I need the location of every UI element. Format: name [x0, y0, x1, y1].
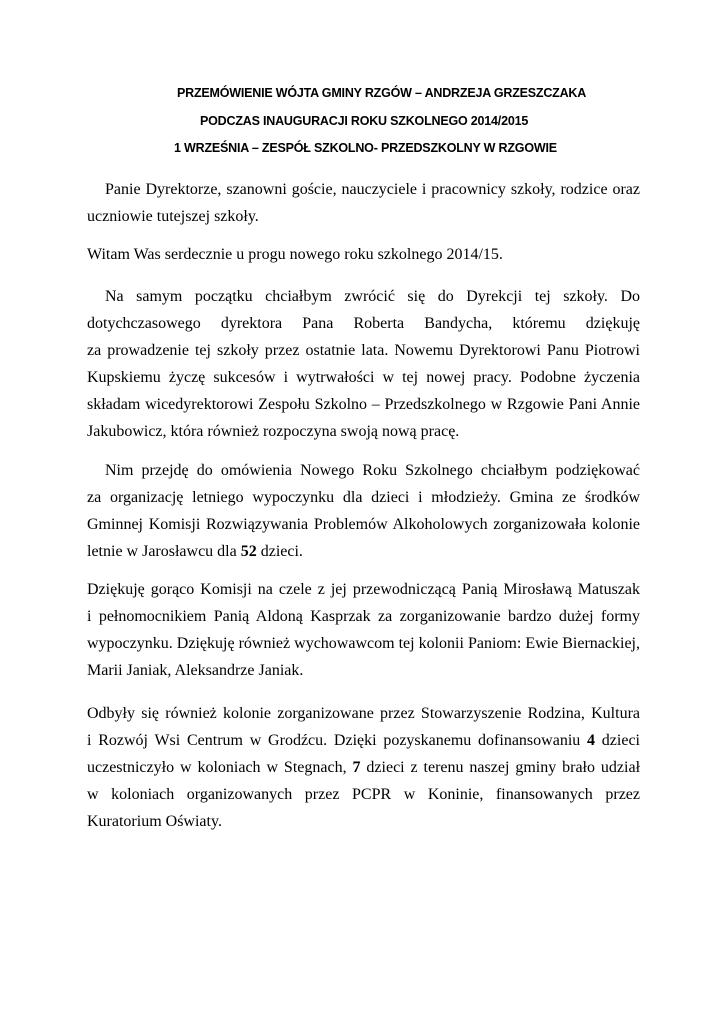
paragraph-greeting — [87, 176, 640, 230]
paragraph-line: Odbyły się również kolonie zorganizowane przez Stowarzyszenie Rodzina, Kultura — [87, 705, 640, 722]
paragraph-line: składam wicedyrektorowi Zespołu Szkolno – Przedszkolnego w Rzgowie Pani Annie — [87, 396, 640, 413]
paragraph-other-camps — [87, 700, 640, 835]
paragraph-line: dotychczasowego dyrektora Pana Roberta Bandycha, któremu dziękuję — [87, 315, 640, 332]
paragraph-line: wypoczynku. Dziękuję również wychowawcom tej kolonii Paniom: Ewie Biernackiej, — [87, 635, 640, 652]
paragraph-line: Marii Janiak, Aleksandrze Janiak. — [87, 662, 304, 679]
paragraph-line: Na samym początku chciałbym zwrócić się do Dyrekcji tej szkoły. Do — [105, 288, 640, 305]
paragraph-line — [87, 538, 640, 565]
paragraph-line: i pełnomocnikiem Panią Aldoną Kasprzak za zorganizowanie bardzo dużej formy — [87, 608, 640, 625]
paragraph-line: Gminnej Komisji Rozwiązywania Problemów Alkoholowych zorganizowała kolonie — [87, 516, 640, 533]
paragraph-line: Witam Was serdecznie u progu nowego roku szkolnego 2014/15. — [87, 246, 503, 263]
paragraph-welcome — [87, 241, 640, 268]
paragraph-summer-camps — [87, 457, 640, 565]
paragraph-directors — [87, 283, 640, 445]
paragraph-line: w koloniach organizowanych przez PCPR w Koninie, finansowanych przez — [87, 786, 640, 803]
text-run: dzieci — [595, 732, 640, 749]
text-run: uczestniczyło w koloniach w Stegnach, — [87, 759, 353, 776]
paragraph-line: Dziękuję gorąco Komisji na czele z jej przewodniczącą Panią Mirosławą Matuszak — [87, 581, 640, 598]
heading-line-2: PODCZAS INAUGURACJI ROKU SZKOLNEGO 2014/2015 — [200, 114, 529, 128]
paragraph-line: za prowadzenie tej szkoły przez ostatnie lata. Nowemu Dyrektorowi Panu Piotrowi — [87, 342, 640, 359]
paragraph-line — [87, 754, 640, 781]
text-run: letnie w Jarosławcu dla — [87, 543, 241, 560]
text-run: dzieci z terenu naszej gminy brało udział — [360, 759, 641, 776]
text-run: i Rozwój Wsi Centrum w Grodźcu. Dzięki pozyskanemu dofinansowaniu — [87, 732, 588, 749]
count-children: 7 — [352, 759, 361, 776]
paragraph-thanks-commission — [87, 576, 640, 684]
count-children: 4 — [587, 732, 596, 749]
heading-line-3: 1 WRZEŚNIA – ZESPÓŁ SZKOLNO- PRZEDSZKOLNY W RZGOWIE — [174, 141, 557, 155]
paragraph-line: za organizację letniego wypoczynku dla dzieci i młodzieży. Gmina ze środków — [87, 489, 640, 506]
paragraph-line: uczniowie tutejszej szkoły. — [87, 208, 259, 225]
count-children: 52 — [240, 543, 257, 560]
paragraph-line: Jakubowicz, która również rozpoczyna swoją nową pracę. — [87, 423, 460, 440]
paragraph-line — [87, 727, 640, 754]
heading-line-1: PRZEMÓWIENIE WÓJTA GMINY RZGÓW – ANDRZEJA GRZESZCZAKA — [177, 86, 587, 100]
paragraph-line: Nim przejdę do omówienia Nowego Roku Szkolnego chciałbym podziękować — [105, 462, 640, 479]
text-run: dzieci. — [256, 543, 303, 560]
paragraph-line: Kuratorium Oświaty. — [87, 813, 222, 830]
paragraph-line: Panie Dyrektorze, szanowni goście, nauczyciele i pracownicy szkoły, rodzice oraz — [105, 181, 640, 198]
paragraph-line: Kupskiemu życzę sukcesów i wytrwałości w tej nowej pracy. Podobne życzenia — [87, 369, 640, 386]
